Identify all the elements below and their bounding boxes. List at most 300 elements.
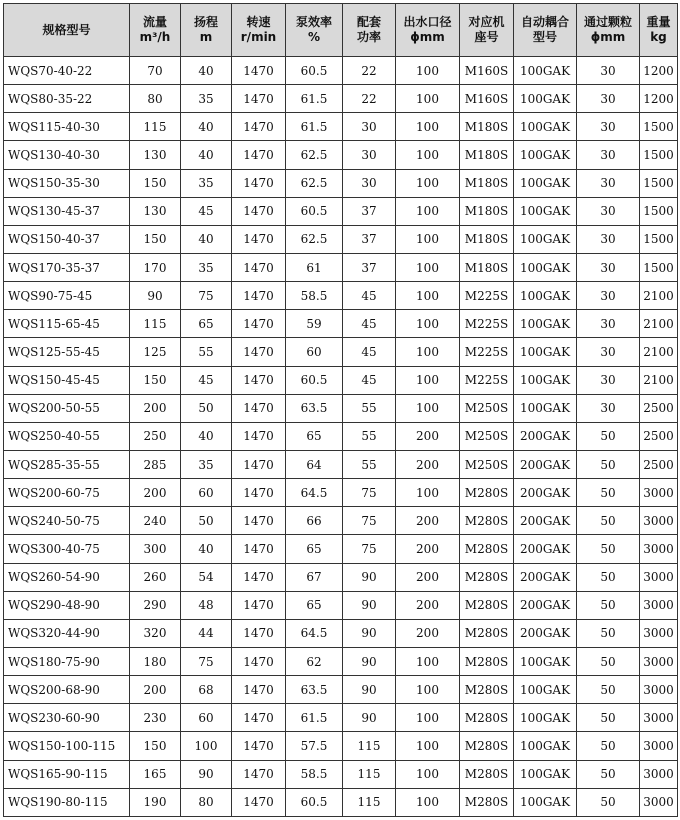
cell-speed: 1470	[232, 422, 286, 450]
cell-flow: 90	[130, 282, 181, 310]
cell-weight: 1500	[640, 225, 678, 253]
cell-efficiency: 62.5	[286, 141, 343, 169]
table-row	[4, 676, 678, 704]
cell-head: 40	[181, 225, 232, 253]
cell-weight: 3000	[640, 788, 678, 816]
cell-efficiency: 60	[286, 338, 343, 366]
cell-speed: 1470	[232, 57, 286, 85]
cell-motor-frame: M160S	[460, 85, 514, 113]
header-flow	[130, 4, 181, 57]
header-head-line1: 扬程	[193, 15, 218, 29]
cell-flow: 80	[130, 85, 181, 113]
cell-flow: 130	[130, 141, 181, 169]
cell-outlet-diameter: 100	[396, 225, 460, 253]
cell-coupling-model: 200GAK	[514, 422, 577, 450]
cell-power: 30	[343, 113, 396, 141]
cell-model: WQS300-40-75	[4, 535, 130, 563]
cell-model: WQS90-75-45	[4, 282, 130, 310]
cell-outlet-diameter: 100	[396, 676, 460, 704]
cell-efficiency: 60.5	[286, 366, 343, 394]
cell-flow: 115	[130, 113, 181, 141]
table-row	[4, 563, 678, 591]
cell-outlet-diameter: 100	[396, 310, 460, 338]
cell-speed: 1470	[232, 507, 286, 535]
cell-weight: 1500	[640, 169, 678, 197]
table-row	[4, 535, 678, 563]
cell-speed: 1470	[232, 225, 286, 253]
cell-head: 35	[181, 85, 232, 113]
cell-efficiency: 63.5	[286, 394, 343, 422]
cell-power: 90	[343, 647, 396, 675]
cell-weight: 1200	[640, 85, 678, 113]
cell-flow: 300	[130, 535, 181, 563]
cell-coupling-model: 100GAK	[514, 704, 577, 732]
cell-solids-passage: 50	[577, 788, 640, 816]
cell-head: 60	[181, 479, 232, 507]
cell-flow: 200	[130, 394, 181, 422]
cell-weight: 2500	[640, 394, 678, 422]
header-speed-line2: r/min	[240, 30, 277, 44]
cell-speed: 1470	[232, 141, 286, 169]
cell-head: 90	[181, 760, 232, 788]
cell-coupling-model: 100GAK	[514, 676, 577, 704]
cell-solids-passage: 50	[577, 479, 640, 507]
cell-model: WQS80-35-22	[4, 85, 130, 113]
cell-motor-frame: M280S	[460, 647, 514, 675]
cell-outlet-diameter: 100	[396, 394, 460, 422]
cell-weight: 3000	[640, 619, 678, 647]
cell-efficiency: 64.5	[286, 619, 343, 647]
cell-solids-passage: 50	[577, 704, 640, 732]
cell-power: 37	[343, 253, 396, 281]
table-row	[4, 85, 678, 113]
cell-weight: 3000	[640, 479, 678, 507]
header-flow-line2: m³/h	[139, 30, 171, 44]
cell-model: WQS190-80-115	[4, 788, 130, 816]
cell-speed: 1470	[232, 676, 286, 704]
cell-model: WQS250-40-55	[4, 422, 130, 450]
cell-model: WQS125-55-45	[4, 338, 130, 366]
cell-weight: 1500	[640, 113, 678, 141]
cell-model: WQS200-50-55	[4, 394, 130, 422]
cell-coupling-model: 100GAK	[514, 366, 577, 394]
cell-power: 45	[343, 282, 396, 310]
cell-speed: 1470	[232, 479, 286, 507]
cell-flow: 165	[130, 760, 181, 788]
cell-solids-passage: 30	[577, 366, 640, 394]
header-motor-frame-line1: 对应机	[468, 15, 505, 29]
cell-weight: 3000	[640, 676, 678, 704]
table-row	[4, 732, 678, 760]
cell-flow: 200	[130, 479, 181, 507]
cell-flow: 230	[130, 704, 181, 732]
cell-outlet-diameter: 200	[396, 450, 460, 478]
table-row	[4, 282, 678, 310]
header-coupling-model	[514, 4, 577, 57]
cell-efficiency: 60.5	[286, 57, 343, 85]
cell-efficiency: 66	[286, 507, 343, 535]
cell-outlet-diameter: 100	[396, 732, 460, 760]
cell-outlet-diameter: 200	[396, 507, 460, 535]
cell-speed: 1470	[232, 394, 286, 422]
cell-outlet-diameter: 100	[396, 647, 460, 675]
cell-power: 90	[343, 591, 396, 619]
cell-model: WQS240-50-75	[4, 507, 130, 535]
cell-model: WQS115-40-30	[4, 113, 130, 141]
header-weight-line2: kg	[650, 30, 667, 44]
cell-efficiency: 61.5	[286, 704, 343, 732]
cell-solids-passage: 50	[577, 591, 640, 619]
cell-coupling-model: 100GAK	[514, 310, 577, 338]
cell-motor-frame: M280S	[460, 676, 514, 704]
cell-motor-frame: M280S	[460, 619, 514, 647]
cell-outlet-diameter: 200	[396, 591, 460, 619]
cell-weight: 2100	[640, 338, 678, 366]
table-header	[4, 4, 678, 57]
cell-flow: 70	[130, 57, 181, 85]
header-power	[343, 4, 396, 57]
cell-outlet-diameter: 100	[396, 760, 460, 788]
cell-motor-frame: M180S	[460, 141, 514, 169]
header-head-line2: m	[199, 30, 213, 44]
cell-outlet-diameter: 100	[396, 253, 460, 281]
cell-speed: 1470	[232, 253, 286, 281]
cell-head: 100	[181, 732, 232, 760]
cell-outlet-diameter: 100	[396, 169, 460, 197]
header-coupling-model-line1: 自动耦合	[520, 15, 569, 29]
cell-outlet-diameter: 100	[396, 282, 460, 310]
header-efficiency-line1: 泵效率	[295, 15, 332, 29]
cell-model: WQS285-35-55	[4, 450, 130, 478]
table-row	[4, 619, 678, 647]
cell-speed: 1470	[232, 647, 286, 675]
cell-speed: 1470	[232, 113, 286, 141]
cell-coupling-model: 100GAK	[514, 141, 577, 169]
cell-head: 45	[181, 197, 232, 225]
cell-motor-frame: M250S	[460, 394, 514, 422]
cell-power: 37	[343, 197, 396, 225]
cell-coupling-model: 200GAK	[514, 591, 577, 619]
cell-model: WQS200-68-90	[4, 676, 130, 704]
header-flow-line1: 流量	[142, 15, 167, 29]
cell-coupling-model: 100GAK	[514, 57, 577, 85]
cell-model: WQS260-54-90	[4, 563, 130, 591]
table-row	[4, 450, 678, 478]
cell-efficiency: 62.5	[286, 225, 343, 253]
cell-solids-passage: 30	[577, 225, 640, 253]
cell-model: WQS170-35-37	[4, 253, 130, 281]
cell-power: 45	[343, 310, 396, 338]
header-power-line1: 配套	[356, 15, 381, 29]
cell-efficiency: 60.5	[286, 197, 343, 225]
cell-efficiency: 58.5	[286, 760, 343, 788]
table-row	[4, 197, 678, 225]
cell-motor-frame: M280S	[460, 732, 514, 760]
cell-speed: 1470	[232, 619, 286, 647]
cell-motor-frame: M280S	[460, 760, 514, 788]
cell-outlet-diameter: 100	[396, 141, 460, 169]
cell-weight: 3000	[640, 535, 678, 563]
cell-motor-frame: M160S	[460, 57, 514, 85]
cell-motor-frame: M180S	[460, 197, 514, 225]
cell-solids-passage: 50	[577, 732, 640, 760]
cell-motor-frame: M280S	[460, 535, 514, 563]
table-row	[4, 422, 678, 450]
cell-coupling-model: 100GAK	[514, 788, 577, 816]
cell-motor-frame: M280S	[460, 788, 514, 816]
cell-outlet-diameter: 200	[396, 619, 460, 647]
cell-motor-frame: M280S	[460, 563, 514, 591]
cell-weight: 2500	[640, 422, 678, 450]
cell-flow: 240	[130, 507, 181, 535]
cell-model: WQS180-75-90	[4, 647, 130, 675]
cell-solids-passage: 50	[577, 507, 640, 535]
cell-speed: 1470	[232, 563, 286, 591]
cell-efficiency: 65	[286, 422, 343, 450]
cell-power: 75	[343, 479, 396, 507]
table-row	[4, 169, 678, 197]
table-row	[4, 225, 678, 253]
cell-weight: 3000	[640, 760, 678, 788]
cell-coupling-model: 200GAK	[514, 450, 577, 478]
cell-coupling-model: 200GAK	[514, 619, 577, 647]
cell-efficiency: 64	[286, 450, 343, 478]
header-efficiency-line2: %	[307, 30, 321, 44]
cell-flow: 115	[130, 310, 181, 338]
cell-power: 115	[343, 788, 396, 816]
cell-weight: 2100	[640, 282, 678, 310]
cell-outlet-diameter: 200	[396, 563, 460, 591]
cell-coupling-model: 100GAK	[514, 113, 577, 141]
header-motor-frame	[460, 4, 514, 57]
cell-weight: 3000	[640, 591, 678, 619]
cell-motor-frame: M280S	[460, 704, 514, 732]
cell-outlet-diameter: 100	[396, 788, 460, 816]
table-row	[4, 479, 678, 507]
cell-coupling-model: 100GAK	[514, 732, 577, 760]
cell-outlet-diameter: 200	[396, 422, 460, 450]
cell-efficiency: 62	[286, 647, 343, 675]
cell-model: WQS200-60-75	[4, 479, 130, 507]
cell-solids-passage: 50	[577, 647, 640, 675]
cell-efficiency: 65	[286, 535, 343, 563]
cell-weight: 2100	[640, 310, 678, 338]
header-model	[4, 4, 130, 57]
cell-outlet-diameter: 100	[396, 366, 460, 394]
cell-weight: 1500	[640, 197, 678, 225]
cell-outlet-diameter: 100	[396, 113, 460, 141]
cell-flow: 180	[130, 647, 181, 675]
pump-spec-sheet	[3, 3, 677, 817]
cell-solids-passage: 50	[577, 760, 640, 788]
cell-speed: 1470	[232, 450, 286, 478]
cell-speed: 1470	[232, 366, 286, 394]
cell-power: 55	[343, 450, 396, 478]
cell-power: 115	[343, 732, 396, 760]
cell-motor-frame: M180S	[460, 113, 514, 141]
cell-coupling-model: 200GAK	[514, 479, 577, 507]
cell-motor-frame: M225S	[460, 366, 514, 394]
cell-coupling-model: 200GAK	[514, 563, 577, 591]
cell-coupling-model: 100GAK	[514, 338, 577, 366]
cell-coupling-model: 100GAK	[514, 253, 577, 281]
cell-motor-frame: M280S	[460, 591, 514, 619]
header-solids-passage-line1: 通过颗粒	[583, 15, 632, 29]
cell-coupling-model: 200GAK	[514, 535, 577, 563]
table-row	[4, 366, 678, 394]
cell-outlet-diameter: 200	[396, 535, 460, 563]
cell-speed: 1470	[232, 169, 286, 197]
cell-efficiency: 60.5	[286, 788, 343, 816]
cell-model: WQS130-40-30	[4, 141, 130, 169]
pump-spec-table	[3, 3, 678, 817]
cell-flow: 200	[130, 676, 181, 704]
cell-model: WQS165-90-115	[4, 760, 130, 788]
table-row	[4, 507, 678, 535]
cell-efficiency: 61.5	[286, 113, 343, 141]
cell-efficiency: 59	[286, 310, 343, 338]
header-outlet-diameter-line2: ϕmm	[410, 30, 445, 44]
cell-head: 48	[181, 591, 232, 619]
cell-motor-frame: M180S	[460, 253, 514, 281]
cell-flow: 125	[130, 338, 181, 366]
header-coupling-model-line2: 型号	[532, 30, 557, 44]
cell-flow: 290	[130, 591, 181, 619]
header-head	[181, 4, 232, 57]
cell-solids-passage: 30	[577, 282, 640, 310]
cell-coupling-model: 100GAK	[514, 647, 577, 675]
cell-coupling-model: 100GAK	[514, 394, 577, 422]
header-motor-frame-line2: 座号	[474, 30, 499, 44]
cell-model: WQS150-45-45	[4, 366, 130, 394]
cell-coupling-model: 100GAK	[514, 225, 577, 253]
cell-coupling-model: 100GAK	[514, 282, 577, 310]
cell-weight: 3000	[640, 563, 678, 591]
cell-flow: 150	[130, 732, 181, 760]
cell-speed: 1470	[232, 338, 286, 366]
header-weight	[640, 4, 678, 57]
header-efficiency	[286, 4, 343, 57]
cell-solids-passage: 30	[577, 57, 640, 85]
cell-outlet-diameter: 100	[396, 57, 460, 85]
cell-power: 75	[343, 535, 396, 563]
cell-power: 45	[343, 366, 396, 394]
cell-weight: 1200	[640, 57, 678, 85]
cell-power: 90	[343, 676, 396, 704]
cell-motor-frame: M225S	[460, 282, 514, 310]
cell-motor-frame: M250S	[460, 450, 514, 478]
cell-weight: 1500	[640, 141, 678, 169]
table-row	[4, 141, 678, 169]
cell-head: 40	[181, 113, 232, 141]
cell-efficiency: 64.5	[286, 479, 343, 507]
cell-weight: 3000	[640, 732, 678, 760]
cell-efficiency: 57.5	[286, 732, 343, 760]
cell-model: WQS70-40-22	[4, 57, 130, 85]
table-row	[4, 57, 678, 85]
cell-head: 40	[181, 141, 232, 169]
cell-efficiency: 67	[286, 563, 343, 591]
cell-outlet-diameter: 100	[396, 479, 460, 507]
cell-outlet-diameter: 100	[396, 338, 460, 366]
cell-solids-passage: 30	[577, 394, 640, 422]
cell-motor-frame: M225S	[460, 310, 514, 338]
cell-speed: 1470	[232, 85, 286, 113]
cell-solids-passage: 30	[577, 197, 640, 225]
cell-outlet-diameter: 100	[396, 85, 460, 113]
cell-flow: 150	[130, 225, 181, 253]
cell-flow: 320	[130, 619, 181, 647]
header-solids-passage	[577, 4, 640, 57]
table-body	[4, 57, 678, 817]
cell-speed: 1470	[232, 197, 286, 225]
cell-head: 75	[181, 647, 232, 675]
header-outlet-diameter	[396, 4, 460, 57]
cell-efficiency: 63.5	[286, 676, 343, 704]
cell-power: 90	[343, 563, 396, 591]
cell-solids-passage: 30	[577, 338, 640, 366]
table-row	[4, 760, 678, 788]
cell-flow: 150	[130, 169, 181, 197]
cell-power: 22	[343, 57, 396, 85]
cell-speed: 1470	[232, 704, 286, 732]
cell-solids-passage: 50	[577, 450, 640, 478]
cell-power: 45	[343, 338, 396, 366]
table-row	[4, 253, 678, 281]
cell-head: 35	[181, 450, 232, 478]
cell-speed: 1470	[232, 310, 286, 338]
cell-solids-passage: 30	[577, 113, 640, 141]
cell-efficiency: 61	[286, 253, 343, 281]
cell-model: WQS150-35-30	[4, 169, 130, 197]
cell-flow: 150	[130, 366, 181, 394]
cell-model: WQS130-45-37	[4, 197, 130, 225]
cell-weight: 1500	[640, 253, 678, 281]
cell-head: 45	[181, 366, 232, 394]
cell-speed: 1470	[232, 732, 286, 760]
cell-power: 115	[343, 760, 396, 788]
cell-coupling-model: 100GAK	[514, 169, 577, 197]
cell-head: 65	[181, 310, 232, 338]
cell-model: WQS290-48-90	[4, 591, 130, 619]
cell-coupling-model: 100GAK	[514, 760, 577, 788]
table-row	[4, 704, 678, 732]
cell-head: 50	[181, 394, 232, 422]
cell-model: WQS115-65-45	[4, 310, 130, 338]
cell-head: 75	[181, 282, 232, 310]
cell-solids-passage: 50	[577, 676, 640, 704]
cell-power: 90	[343, 619, 396, 647]
cell-head: 50	[181, 507, 232, 535]
cell-power: 55	[343, 394, 396, 422]
table-row	[4, 394, 678, 422]
table-row	[4, 310, 678, 338]
header-model-line1: 规格型号	[42, 22, 91, 37]
cell-model: WQS150-40-37	[4, 225, 130, 253]
cell-solids-passage: 50	[577, 563, 640, 591]
cell-model: WQS230-60-90	[4, 704, 130, 732]
cell-weight: 3000	[640, 507, 678, 535]
table-row	[4, 647, 678, 675]
cell-head: 60	[181, 704, 232, 732]
cell-power: 30	[343, 141, 396, 169]
cell-head: 35	[181, 253, 232, 281]
cell-weight: 3000	[640, 647, 678, 675]
header-speed-line1: 转速	[246, 15, 271, 29]
cell-motor-frame: M180S	[460, 169, 514, 197]
cell-solids-passage: 30	[577, 310, 640, 338]
cell-head: 40	[181, 57, 232, 85]
